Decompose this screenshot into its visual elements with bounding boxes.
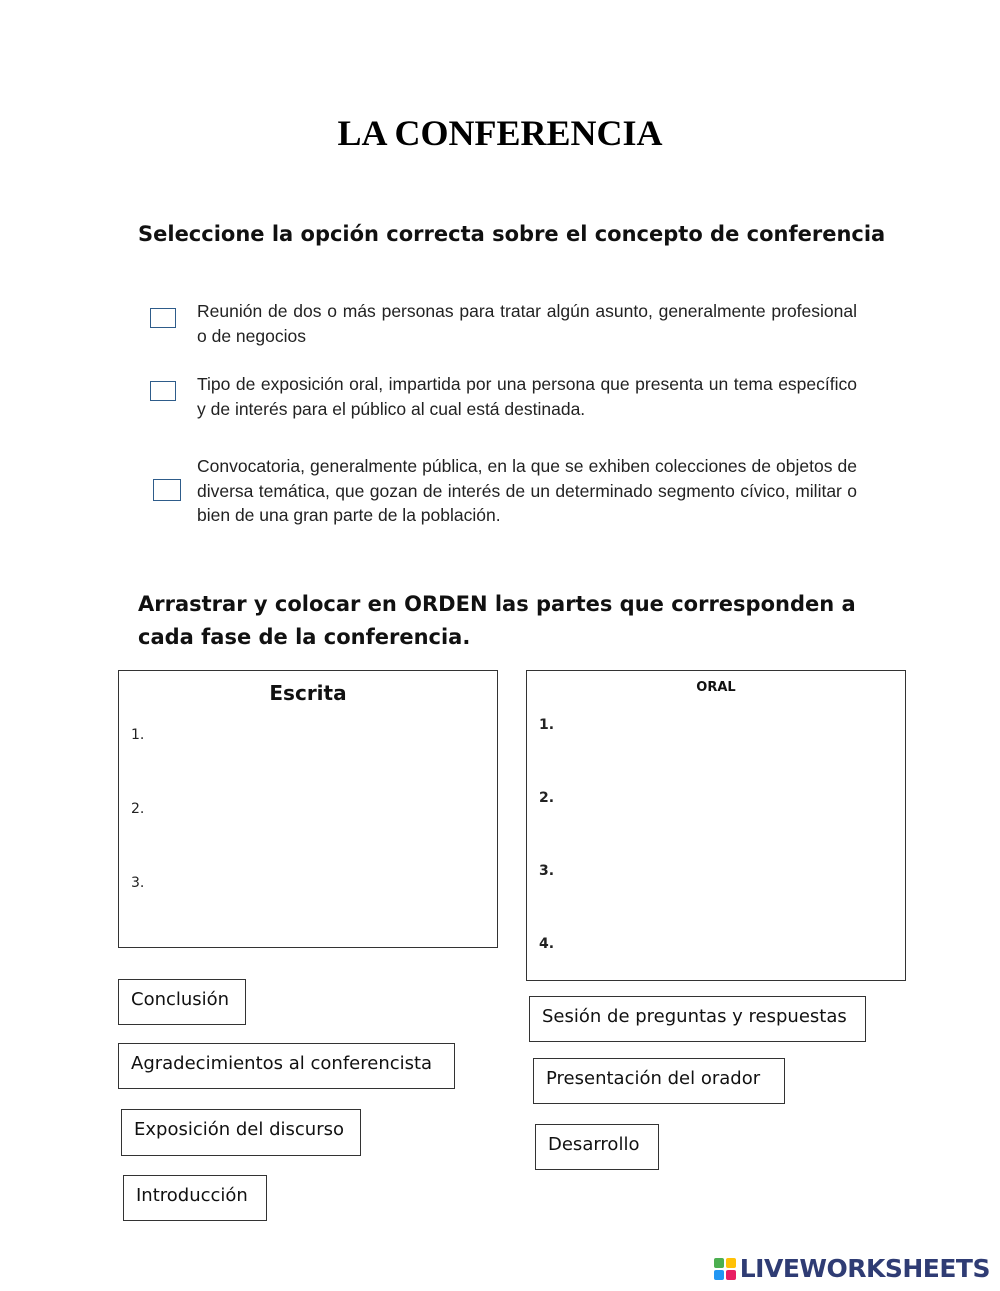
option-2-text: Tipo de exposición oral, impartida por una persona que presenta un tema específico y de interés para el público al cual está destinada. <box>197 374 857 419</box>
page-title: LA CONFERENCIA <box>337 113 663 153</box>
option-3-checkbox[interactable] <box>153 479 181 501</box>
chip-sesion-de-preguntas[interactable]: Sesión de preguntas y respuestas <box>529 996 866 1042</box>
escrita-slot-3[interactable]: 3. <box>131 875 145 891</box>
logo-icon <box>714 1258 736 1280</box>
liveworksheets-logo <box>714 1254 990 1283</box>
chip-exposicion-del-discurso[interactable]: Exposición del discurso <box>121 1109 361 1156</box>
drop-zone-oral[interactable] <box>526 670 906 981</box>
option-2[interactable] <box>150 374 857 419</box>
oral-slot-1[interactable]: 1. <box>539 717 555 733</box>
oral-label: ORAL <box>696 680 736 695</box>
option-1-checkbox[interactable] <box>150 308 176 328</box>
chip-desarrollo[interactable]: Desarrollo <box>535 1124 659 1170</box>
escrita-slot-2[interactable]: 2. <box>131 801 145 817</box>
option-1-text: Reunión de dos o más personas para tratar algún asunto, generalmente profesional o de negocios <box>197 301 857 346</box>
option-3-text: Convocatoria, generalmente pública, en la que se exhiben colecciones de objetos de diversa temática, que gozan de interés de un determinado segmento cívico, militar o bien de una gran parte de la población. <box>197 456 857 525</box>
oral-slot-4[interactable]: 4. <box>539 936 555 952</box>
chip-introduccion[interactable]: Introducción <box>123 1175 267 1221</box>
option-2-checkbox[interactable] <box>150 381 176 401</box>
brand-name: LIVEWORKSHEETS <box>739 1254 990 1283</box>
chip-agradecimientos[interactable]: Agradecimientos al conferencista <box>118 1043 455 1089</box>
drop-zone-escrita[interactable] <box>118 670 498 948</box>
oral-slot-3[interactable]: 3. <box>539 863 555 879</box>
option-3[interactable] <box>153 456 857 525</box>
oral-slot-2[interactable]: 2. <box>539 790 555 806</box>
escrita-slot-1[interactable]: 1. <box>131 727 145 743</box>
chip-presentacion-del-orador[interactable]: Presentación del orador <box>533 1058 785 1104</box>
chip-conclusion[interactable]: Conclusión <box>118 979 246 1025</box>
option-1[interactable] <box>150 301 857 346</box>
question-1-heading: Seleccione la opción correcta sobre el concepto de conferencia <box>138 222 886 246</box>
escrita-label: Escrita <box>269 681 347 705</box>
question-2-heading: Arrastrar y colocar en ORDEN las partes que corresponden a cada fase de la conferencia. <box>138 592 856 649</box>
